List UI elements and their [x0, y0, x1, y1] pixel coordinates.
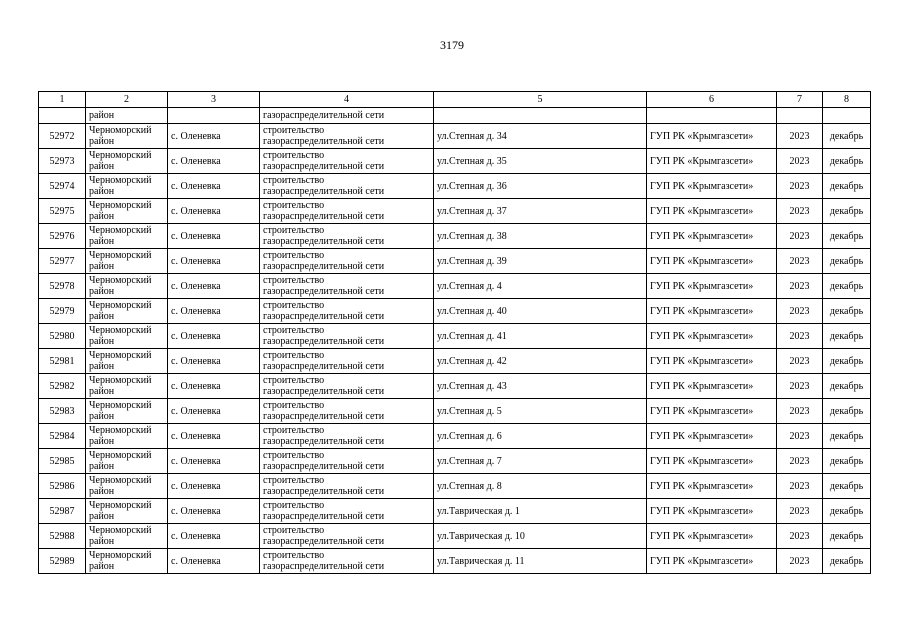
- work-line: газораспределительной сети: [263, 261, 385, 272]
- work-cell: [260, 324, 434, 349]
- month-cell: декабрь: [823, 324, 871, 349]
- location-cell: с. Оленевка: [168, 349, 260, 374]
- year-cell: 2023: [777, 224, 823, 249]
- organization-cell: ГУП РК «Крымгазсети»: [647, 474, 777, 499]
- region-line: район: [89, 361, 115, 372]
- number-cell: 52988: [39, 524, 86, 549]
- table-cell: [647, 108, 777, 124]
- year-cell: 2023: [777, 249, 823, 274]
- location-cell: с. Оленевка: [168, 324, 260, 349]
- region-line: район: [89, 236, 115, 247]
- column-header: 8: [823, 92, 871, 108]
- address-cell: ул.Таврическая д. 10: [434, 524, 647, 549]
- region-line: район: [89, 461, 115, 472]
- region-line: район: [89, 311, 115, 322]
- month-cell: декабрь: [823, 224, 871, 249]
- region-cell: [86, 199, 168, 224]
- region-cell: [86, 249, 168, 274]
- region-cell: [86, 374, 168, 399]
- region-line: Черноморский: [89, 475, 152, 486]
- column-header: 7: [777, 92, 823, 108]
- month-cell: декабрь: [823, 174, 871, 199]
- year-cell: 2023: [777, 149, 823, 174]
- address-cell: ул.Степная д. 4: [434, 274, 647, 299]
- region-line: район: [89, 186, 115, 197]
- region-cell: [86, 524, 168, 549]
- organization-cell: ГУП РК «Крымгазсети»: [647, 399, 777, 424]
- region-line: район: [89, 411, 115, 422]
- month-cell: декабрь: [823, 424, 871, 449]
- work-line: строительство: [263, 175, 325, 186]
- region-line: район: [89, 436, 115, 447]
- region-line: Черноморский: [89, 550, 152, 561]
- column-header: 6: [647, 92, 777, 108]
- work-cell: газораспределительной сети: [260, 108, 434, 124]
- work-line: газораспределительной сети: [263, 411, 385, 422]
- table-row: [39, 474, 871, 499]
- address-cell: ул.Таврическая д. 1: [434, 499, 647, 524]
- work-line: строительство: [263, 550, 325, 561]
- year-cell: 2023: [777, 324, 823, 349]
- organization-cell: ГУП РК «Крымгазсети»: [647, 549, 777, 574]
- location-cell: с. Оленевка: [168, 374, 260, 399]
- month-cell: декабрь: [823, 249, 871, 274]
- location-cell: с. Оленевка: [168, 549, 260, 574]
- organization-cell: ГУП РК «Крымгазсети»: [647, 249, 777, 274]
- organization-cell: ГУП РК «Крымгазсети»: [647, 149, 777, 174]
- work-line: строительство: [263, 125, 325, 136]
- organization-cell: ГУП РК «Крымгазсети»: [647, 374, 777, 399]
- year-cell: 2023: [777, 449, 823, 474]
- region-line: район: [89, 261, 115, 272]
- year-cell: 2023: [777, 499, 823, 524]
- work-line: газораспределительной сети: [263, 511, 385, 522]
- table-row: [39, 399, 871, 424]
- number-cell: 52977: [39, 249, 86, 274]
- table-cell: [823, 108, 871, 124]
- month-cell: декабрь: [823, 374, 871, 399]
- region-line: район: [89, 486, 115, 497]
- work-cell: [260, 124, 434, 149]
- column-header: 2: [86, 92, 168, 108]
- number-cell: 52981: [39, 349, 86, 374]
- number-cell: 52982: [39, 374, 86, 399]
- column-header: 4: [260, 92, 434, 108]
- location-cell: с. Оленевка: [168, 124, 260, 149]
- table-row: [39, 549, 871, 574]
- region-cell: [86, 274, 168, 299]
- region-cell: [86, 174, 168, 199]
- address-cell: ул.Степная д. 35: [434, 149, 647, 174]
- address-cell: ул.Степная д. 34: [434, 124, 647, 149]
- month-cell: декабрь: [823, 349, 871, 374]
- table-cell: [434, 108, 647, 124]
- work-line: газораспределительной сети: [263, 536, 385, 547]
- number-cell: 52985: [39, 449, 86, 474]
- number-cell: 52973: [39, 149, 86, 174]
- work-cell: [260, 399, 434, 424]
- header-row: [39, 92, 871, 108]
- work-line: строительство: [263, 325, 325, 336]
- location-cell: с. Оленевка: [168, 449, 260, 474]
- address-cell: ул.Степная д. 8: [434, 474, 647, 499]
- table-row: [39, 299, 871, 324]
- work-line: строительство: [263, 275, 325, 286]
- month-cell: декабрь: [823, 524, 871, 549]
- month-cell: декабрь: [823, 199, 871, 224]
- location-cell: с. Оленевка: [168, 249, 260, 274]
- month-cell: декабрь: [823, 274, 871, 299]
- work-line: газораспределительной сети: [263, 161, 385, 172]
- region-line: район: [89, 336, 115, 347]
- month-cell: декабрь: [823, 149, 871, 174]
- year-cell: 2023: [777, 349, 823, 374]
- location-cell: с. Оленевка: [168, 424, 260, 449]
- month-cell: декабрь: [823, 549, 871, 574]
- work-line: газораспределительной сети: [263, 211, 385, 222]
- location-cell: с. Оленевка: [168, 199, 260, 224]
- address-cell: ул.Степная д. 5: [434, 399, 647, 424]
- year-cell: 2023: [777, 474, 823, 499]
- region-line: Черноморский: [89, 150, 152, 161]
- year-cell: 2023: [777, 174, 823, 199]
- region-line: Черноморский: [89, 175, 152, 186]
- year-cell: 2023: [777, 374, 823, 399]
- location-cell: с. Оленевка: [168, 274, 260, 299]
- month-cell: декабрь: [823, 449, 871, 474]
- work-cell: [260, 374, 434, 399]
- work-line: строительство: [263, 200, 325, 211]
- work-cell: [260, 274, 434, 299]
- address-cell: ул.Степная д. 7: [434, 449, 647, 474]
- work-cell: [260, 149, 434, 174]
- work-line: газораспределительной сети: [263, 561, 385, 572]
- number-cell: 52986: [39, 474, 86, 499]
- region-cell: район: [86, 108, 168, 124]
- organization-cell: ГУП РК «Крымгазсети»: [647, 199, 777, 224]
- location-cell: с. Оленевка: [168, 399, 260, 424]
- region-line: район: [89, 136, 115, 147]
- year-cell: 2023: [777, 299, 823, 324]
- organization-cell: ГУП РК «Крымгазсети»: [647, 299, 777, 324]
- region-cell: [86, 424, 168, 449]
- organization-cell: ГУП РК «Крымгазсети»: [647, 499, 777, 524]
- month-cell: декабрь: [823, 399, 871, 424]
- work-line: строительство: [263, 425, 325, 436]
- region-line: Черноморский: [89, 500, 152, 511]
- region-line: Черноморский: [89, 200, 152, 211]
- region-line: Черноморский: [89, 325, 152, 336]
- location-cell: с. Оленевка: [168, 224, 260, 249]
- number-cell: 52989: [39, 549, 86, 574]
- work-cell: [260, 249, 434, 274]
- table-row: [39, 124, 871, 149]
- work-line: газораспределительной сети: [263, 336, 385, 347]
- table-row: [39, 524, 871, 549]
- organization-cell: ГУП РК «Крымгазсети»: [647, 524, 777, 549]
- location-cell: с. Оленевка: [168, 174, 260, 199]
- region-line: район: [89, 386, 115, 397]
- organization-cell: ГУП РК «Крымгазсети»: [647, 324, 777, 349]
- region-cell: [86, 324, 168, 349]
- work-line: строительство: [263, 150, 325, 161]
- table-row: [39, 249, 871, 274]
- location-cell: с. Оленевка: [168, 474, 260, 499]
- year-cell: 2023: [777, 199, 823, 224]
- region-cell: [86, 224, 168, 249]
- region-line: Черноморский: [89, 400, 152, 411]
- work-cell: [260, 199, 434, 224]
- location-cell: с. Оленевка: [168, 299, 260, 324]
- month-cell: декабрь: [823, 474, 871, 499]
- table-row: [39, 499, 871, 524]
- work-line: строительство: [263, 350, 325, 361]
- work-cell: [260, 424, 434, 449]
- number-cell: 52984: [39, 424, 86, 449]
- number-cell: 52987: [39, 499, 86, 524]
- work-cell: [260, 349, 434, 374]
- region-line: Черноморский: [89, 300, 152, 311]
- region-line: Черноморский: [89, 350, 152, 361]
- number-cell: 52972: [39, 124, 86, 149]
- table-row: [39, 199, 871, 224]
- location-cell: с. Оленевка: [168, 149, 260, 174]
- region-line: Черноморский: [89, 225, 152, 236]
- table-row: [39, 349, 871, 374]
- column-header: 1: [39, 92, 86, 108]
- work-cell: [260, 299, 434, 324]
- work-line: строительство: [263, 475, 325, 486]
- work-line: газораспределительной сети: [263, 386, 385, 397]
- region-line: район: [89, 536, 115, 547]
- region-cell: [86, 299, 168, 324]
- address-cell: ул.Степная д. 43: [434, 374, 647, 399]
- table-cell: [168, 108, 260, 124]
- work-line: строительство: [263, 500, 325, 511]
- work-cell: [260, 499, 434, 524]
- region-cell: [86, 399, 168, 424]
- column-header: 3: [168, 92, 260, 108]
- number-cell: 52979: [39, 299, 86, 324]
- work-line: газораспределительной сети: [263, 136, 385, 147]
- work-line: строительство: [263, 375, 325, 386]
- region-cell: [86, 499, 168, 524]
- work-line: газораспределительной сети: [263, 361, 385, 372]
- region-line: район: [89, 286, 115, 297]
- work-cell: [260, 174, 434, 199]
- table-row: [39, 424, 871, 449]
- table-row: [39, 324, 871, 349]
- table-cell: [777, 108, 823, 124]
- table-row: [39, 174, 871, 199]
- region-line: Черноморский: [89, 425, 152, 436]
- address-cell: ул.Степная д. 40: [434, 299, 647, 324]
- work-line: строительство: [263, 300, 325, 311]
- region-line: Черноморский: [89, 375, 152, 386]
- address-cell: ул.Степная д. 6: [434, 424, 647, 449]
- address-cell: ул.Степная д. 42: [434, 349, 647, 374]
- number-cell: 52978: [39, 274, 86, 299]
- work-line: газораспределительной сети: [263, 436, 385, 447]
- address-cell: ул.Таврическая д. 11: [434, 549, 647, 574]
- number-cell: 52974: [39, 174, 86, 199]
- work-cell: [260, 474, 434, 499]
- address-cell: ул.Степная д. 38: [434, 224, 647, 249]
- work-line: строительство: [263, 250, 325, 261]
- work-line: строительство: [263, 450, 325, 461]
- work-line: газораспределительной сети: [263, 311, 385, 322]
- address-cell: ул.Степная д. 37: [434, 199, 647, 224]
- year-cell: 2023: [777, 549, 823, 574]
- address-cell: ул.Степная д. 36: [434, 174, 647, 199]
- region-line: район: [89, 211, 115, 222]
- month-cell: декабрь: [823, 499, 871, 524]
- organization-cell: ГУП РК «Крымгазсети»: [647, 174, 777, 199]
- table-row: [39, 224, 871, 249]
- region-line: Черноморский: [89, 125, 152, 136]
- work-line: строительство: [263, 225, 325, 236]
- location-cell: с. Оленевка: [168, 499, 260, 524]
- work-cell: [260, 549, 434, 574]
- table-row: [39, 274, 871, 299]
- table-row: [39, 149, 871, 174]
- region-cell: [86, 549, 168, 574]
- address-cell: ул.Степная д. 41: [434, 324, 647, 349]
- registry-table: [38, 91, 871, 574]
- table-row: [39, 449, 871, 474]
- organization-cell: ГУП РК «Крымгазсети»: [647, 124, 777, 149]
- region-line: Черноморский: [89, 275, 152, 286]
- year-cell: 2023: [777, 124, 823, 149]
- region-line: Черноморский: [89, 250, 152, 261]
- region-line: район: [89, 511, 115, 522]
- region-line: район: [89, 161, 115, 172]
- region-cell: [86, 449, 168, 474]
- work-cell: [260, 449, 434, 474]
- number-cell: 52976: [39, 224, 86, 249]
- work-cell: [260, 524, 434, 549]
- region-line: район: [89, 561, 115, 572]
- year-cell: 2023: [777, 524, 823, 549]
- work-line: газораспределительной сети: [263, 486, 385, 497]
- year-cell: 2023: [777, 274, 823, 299]
- region-cell: [86, 124, 168, 149]
- work-line: газораспределительной сети: [263, 236, 385, 247]
- work-line: строительство: [263, 400, 325, 411]
- year-cell: 2023: [777, 399, 823, 424]
- table-cell: [39, 108, 86, 124]
- column-header: 5: [434, 92, 647, 108]
- location-cell: с. Оленевка: [168, 524, 260, 549]
- work-line: газораспределительной сети: [263, 186, 385, 197]
- region-cell: [86, 349, 168, 374]
- address-cell: ул.Степная д. 39: [434, 249, 647, 274]
- region-line: Черноморский: [89, 450, 152, 461]
- organization-cell: ГУП РК «Крымгазсети»: [647, 424, 777, 449]
- work-line: строительство: [263, 525, 325, 536]
- region-line: Черноморский: [89, 525, 152, 536]
- month-cell: декабрь: [823, 299, 871, 324]
- organization-cell: ГУП РК «Крымгазсети»: [647, 449, 777, 474]
- number-cell: 52975: [39, 199, 86, 224]
- work-cell: [260, 224, 434, 249]
- organization-cell: ГУП РК «Крымгазсети»: [647, 274, 777, 299]
- number-cell: 52980: [39, 324, 86, 349]
- continuation-row: [39, 108, 871, 124]
- organization-cell: ГУП РК «Крымгазсети»: [647, 224, 777, 249]
- work-line: газораспределительной сети: [263, 461, 385, 472]
- table-row: [39, 374, 871, 399]
- page-number: 3179: [440, 38, 464, 52]
- region-cell: [86, 474, 168, 499]
- year-cell: 2023: [777, 424, 823, 449]
- month-cell: декабрь: [823, 124, 871, 149]
- work-line: газораспределительной сети: [263, 286, 385, 297]
- number-cell: 52983: [39, 399, 86, 424]
- region-cell: [86, 149, 168, 174]
- organization-cell: ГУП РК «Крымгазсети»: [647, 349, 777, 374]
